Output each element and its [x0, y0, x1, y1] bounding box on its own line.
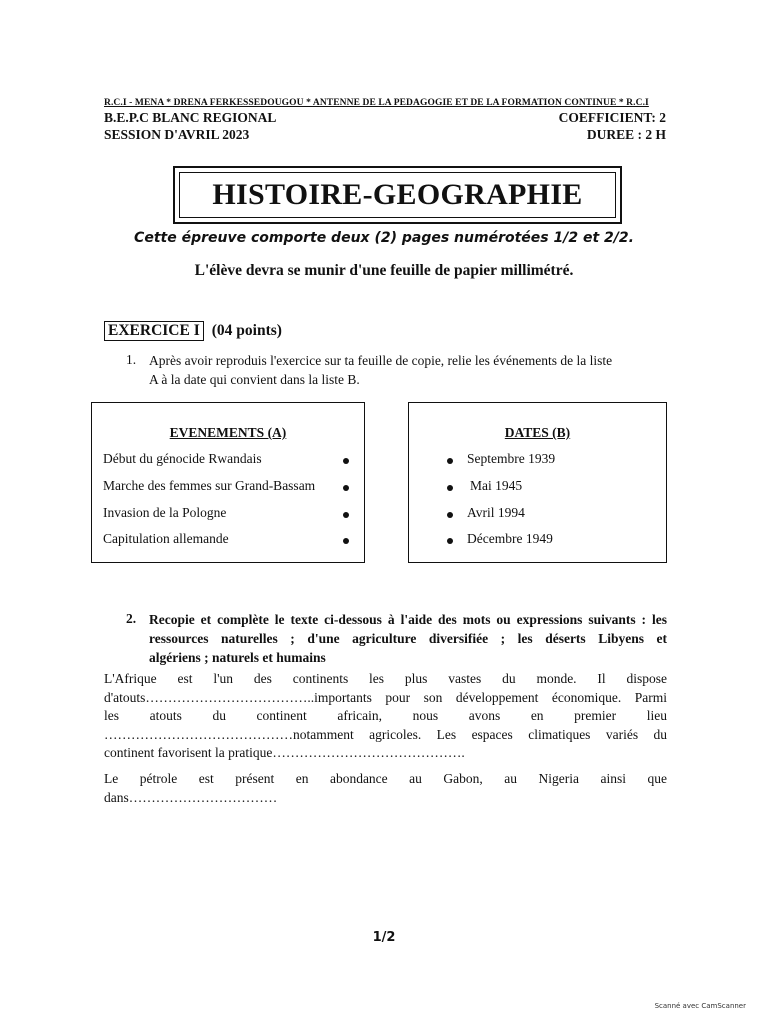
- text-line: Le pétrole est présent en abondance au Gabon, au Nigeria ainsi que: [104, 771, 667, 786]
- date-dot: [447, 485, 453, 491]
- subtitle: Cette épreuve comporte deux (2) pages numérotées 1/2 et 2/2.: [134, 230, 634, 246]
- event-dot: [343, 512, 349, 518]
- date-item: Mai 1945: [470, 478, 523, 493]
- session: SESSION D'AVRIL 2023: [104, 127, 250, 142]
- date-dot: [447, 458, 453, 464]
- question-1-number: 1.: [126, 352, 137, 367]
- events-heading: EVENEMENTS (A): [169, 425, 287, 440]
- text-line: L'Afrique est l'un des continents les plus vastes du monde. Il dispose: [104, 671, 667, 686]
- date-item: Septembre 1939: [467, 451, 556, 466]
- dates-heading: DATES (B): [504, 425, 571, 440]
- date-item: Avril 1994: [467, 505, 525, 520]
- date-item: Décembre 1949: [467, 531, 553, 546]
- exercise-points: (04 points): [211, 322, 282, 339]
- question-2-line: Recopie et complète le texte ci-dessous à l'aide des mots ou expressions suivants : les: [149, 612, 667, 627]
- event-item: Capitulation allemande: [103, 531, 229, 546]
- header-institution-line: R.C.I - MENA * DRENA FERKESSEDOUGOU * ANTENNE DE LA PEDAGOGIE ET DE LA FORMATION CONTINUE * R.C.I: [104, 98, 649, 108]
- instruction-note: L'élève devra se munir d'une feuille de papier millimétré.: [194, 262, 574, 279]
- fill-in-text-2: [104, 770, 667, 807]
- text-line: d'atouts………………………………..importants pour son développement économique. Parmi: [104, 689, 667, 705]
- text-line: continent favorisent la pratique…………………………………….: [104, 745, 465, 760]
- title-inner-frame: [179, 172, 616, 218]
- coefficient: COEFFICIENT: 2: [558, 110, 666, 125]
- exercise-label: EXERCICE I: [104, 321, 204, 341]
- event-dot: [343, 458, 349, 464]
- page-number: 1/2: [372, 930, 396, 945]
- header-row-1: [104, 110, 666, 126]
- question-2-text: [149, 610, 667, 667]
- text-line: ……………………………………notamment agricoles. Les espaces climatiques variés du: [104, 726, 667, 742]
- scanner-watermark: Scanné avec CamScanner: [654, 1002, 746, 1010]
- duration: DUREE : 2 H: [586, 127, 666, 142]
- page-title: HISTOIRE-GEOGRAPHIE: [212, 178, 583, 211]
- event-item: Début du génocide Rwandais: [103, 451, 262, 466]
- date-dot: [447, 512, 453, 518]
- event-dot: [343, 485, 349, 491]
- question-2-number: 2.: [126, 611, 137, 626]
- text-line: les atouts du continent africain, nous avons en premier lieu: [104, 708, 667, 723]
- fill-in-text: [104, 670, 667, 763]
- event-dot: [343, 538, 349, 544]
- question-2-line: ressources naturelles ; d'une agriculture diversifiée ; les déserts Libyens et: [149, 631, 667, 646]
- event-item: Marche des femmes sur Grand-Bassam: [103, 478, 316, 493]
- date-dot: [447, 538, 453, 544]
- question-1-text: [149, 351, 669, 389]
- exercise-heading: [104, 321, 282, 341]
- header-row-2: [104, 127, 666, 143]
- title-frame: [173, 166, 622, 224]
- question-1-line: Après avoir reproduis l'exercice sur ta feuille de copie, relie les événements de la liste: [149, 353, 613, 368]
- question-2-line: algériens ; naturels et humains: [149, 650, 326, 665]
- question-1-line: A à la date qui convient dans la liste B.: [149, 372, 360, 387]
- dates-box: [408, 402, 667, 563]
- exam-name: B.E.P.C BLANC REGIONAL: [104, 110, 277, 125]
- text-line: dans……………………………: [104, 789, 278, 805]
- event-item: Invasion de la Pologne: [103, 505, 227, 520]
- events-box: [91, 402, 365, 563]
